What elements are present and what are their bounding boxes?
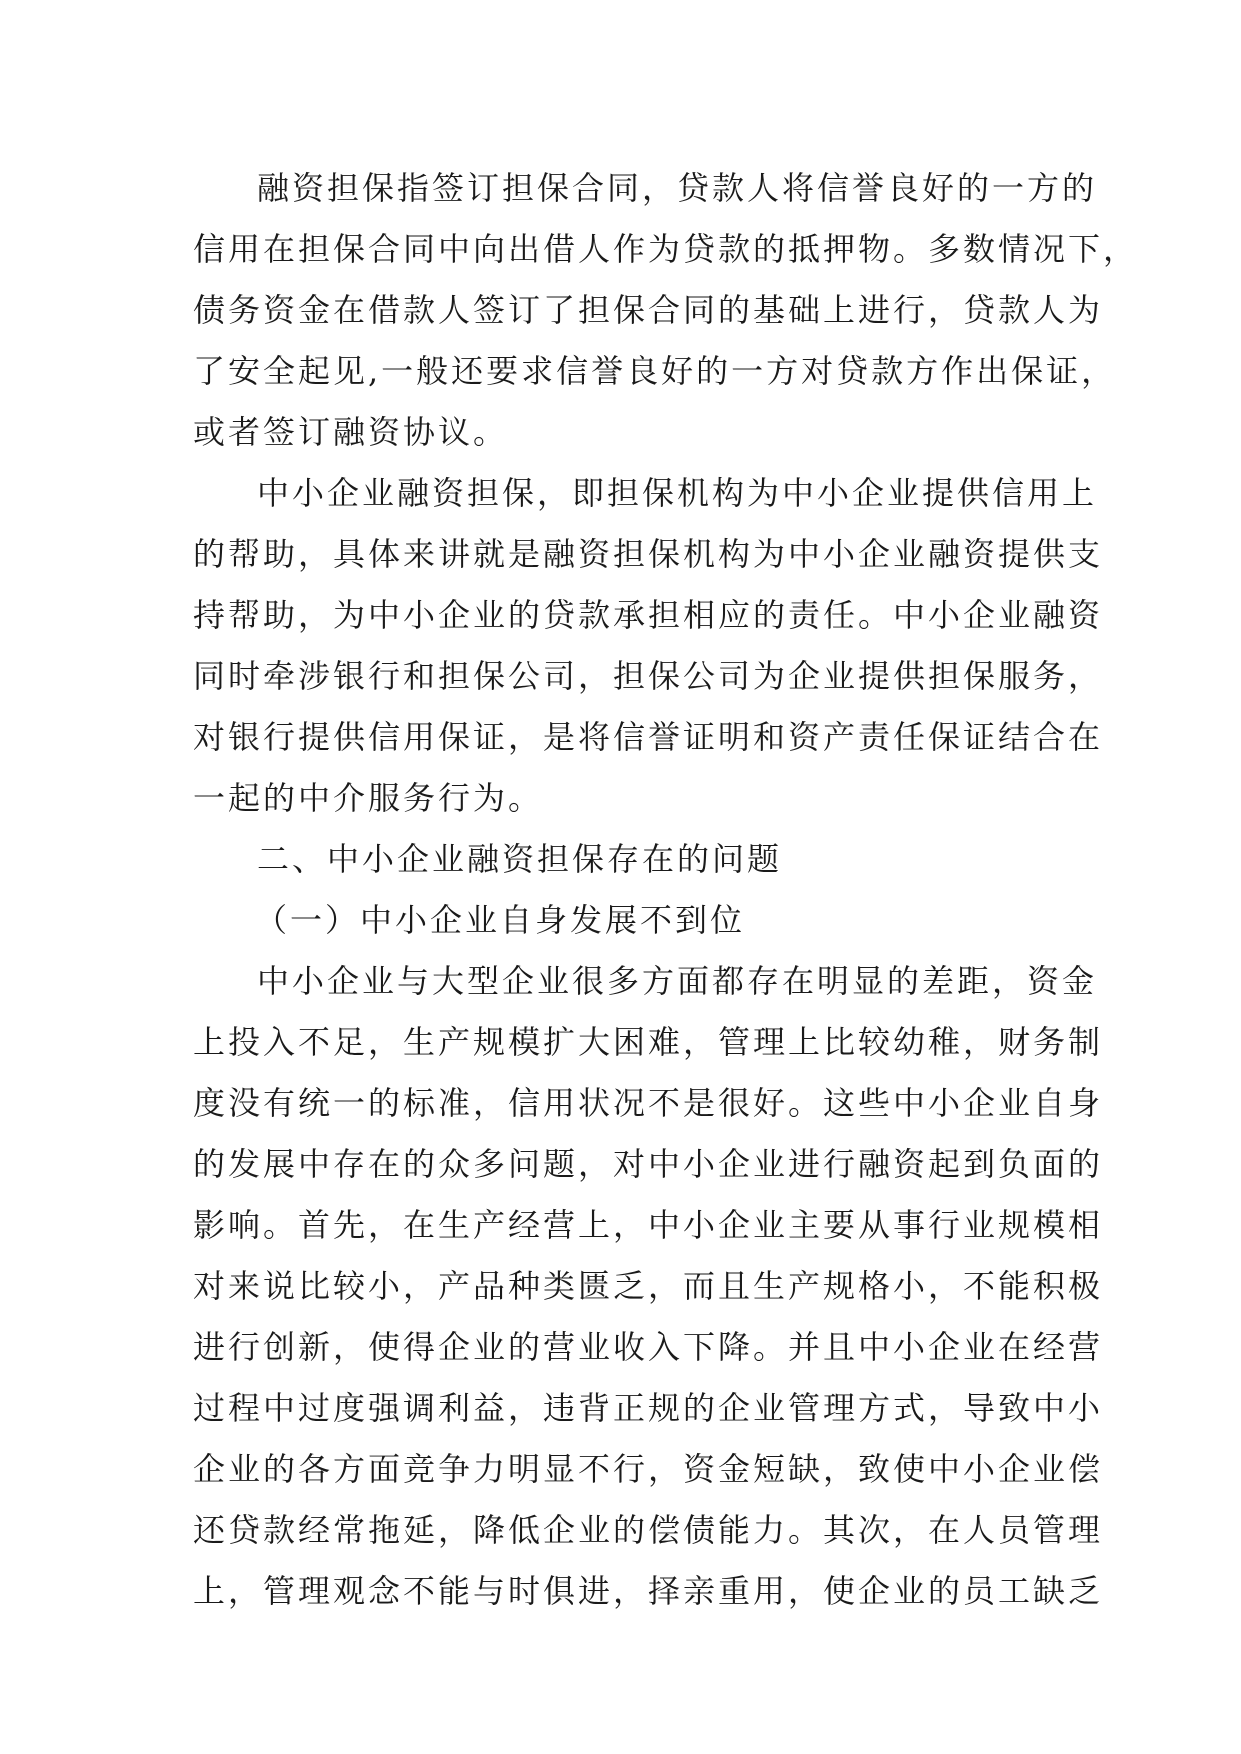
paragraph-1-line-2: 信用在担保合同中向出借人作为贷款的抵押物。多数情况下， [193, 230, 1139, 268]
paragraph-3-line-9: 企业的各方面竞争力明显不行，资金短缺，致使中小企业偿 [193, 1450, 1104, 1488]
paragraph-3-line-4: 的发展中存在的众多问题，对中小企业进行融资起到负面的 [193, 1145, 1104, 1183]
subsection-heading: （一）中小企业自身发展不到位 [255, 901, 746, 939]
document-body [193, 158, 1139, 1622]
paragraph-3-line-2: 上投入不足，生产规模扩大困难，管理上比较幼稚，财务制 [193, 1023, 1104, 1061]
paragraph-2-line-6: 一起的中介服务行为。 [193, 779, 544, 817]
paragraph-3-line-8: 过程中过度强调利益，违背正规的企业管理方式，导致中小 [193, 1389, 1104, 1427]
paragraph-3-line-7: 进行创新，使得企业的营业收入下降。并且中小企业在经营 [193, 1328, 1104, 1366]
paragraph-1-line-4: 了安全起见,一般还要求信誉良好的一方对贷款方作出保证， [193, 352, 1117, 390]
paragraph-2-line-3: 持帮助，为中小企业的贷款承担相应的责任。中小企业融资 [193, 596, 1104, 634]
paragraph-2-line-2: 的帮助，具体来讲就是融资担保机构为中小企业融资提供支 [193, 535, 1104, 573]
paragraph-3-line-3: 度没有统一的标准，信用状况不是很好。这些中小企业自身 [193, 1084, 1104, 1122]
paragraph-3-line-6: 对来说比较小，产品种类匮乏，而且生产规格小，不能积极 [193, 1267, 1104, 1305]
paragraph-3-line-1: 中小企业与大型企业很多方面都存在明显的差距，资金 [257, 962, 1098, 1000]
paragraph-3-line-11: 上，管理观念不能与时俱进，择亲重用，使企业的员工缺乏 [193, 1572, 1104, 1610]
paragraph-3-line-10: 还贷款经常拖延，降低企业的偿债能力。其次，在人员管理 [193, 1511, 1104, 1549]
paragraph-1-line-5: 或者签订融资协议。 [193, 413, 509, 451]
paragraph-3-line-5: 影响。首先，在生产经营上，中小企业主要从事行业规模相 [193, 1206, 1104, 1244]
section-heading: 二、中小企业融资担保存在的问题 [257, 840, 783, 878]
paragraph-1-line-3: 债务资金在借款人签订了担保合同的基础上进行，贷款人为 [193, 291, 1104, 329]
paragraph-1-line-1: 融资担保指签订担保合同，贷款人将信誉良好的一方的 [257, 169, 1098, 207]
paragraph-2-line-5: 对银行提供信用保证，是将信誉证明和资产责任保证结合在 [193, 718, 1104, 756]
paragraph-2-line-4: 同时牵涉银行和担保公司，担保公司为企业提供担保服务， [193, 657, 1104, 695]
paragraph-2-line-1: 中小企业融资担保，即担保机构为中小企业提供信用上 [257, 474, 1098, 512]
